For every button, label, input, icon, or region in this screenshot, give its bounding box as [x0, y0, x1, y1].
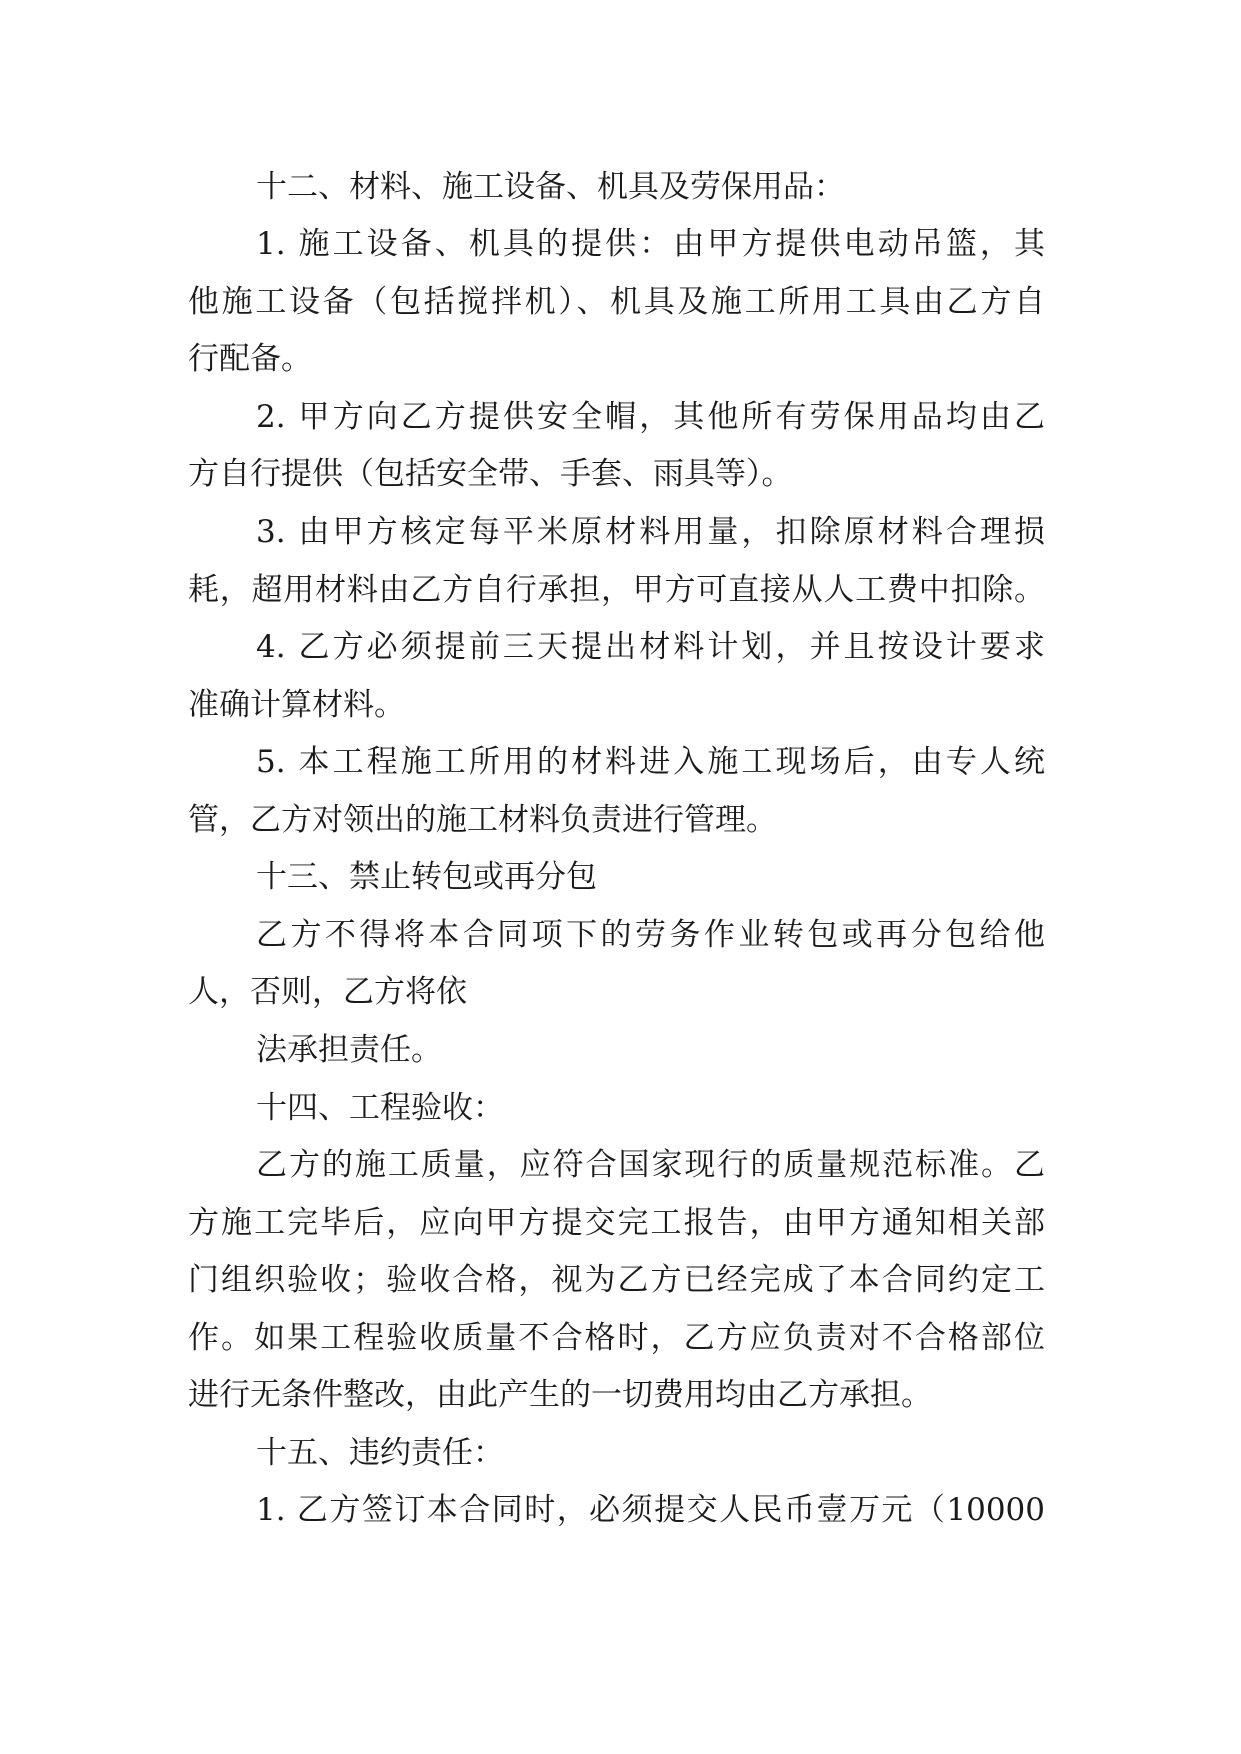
paragraph-13-line-1: 乙方不得将本合同项下的劳务作业转包或再分包给他 [256, 917, 1045, 953]
paragraph-12-1-line-2: 他施工设备（包括搅拌机）、机具及施工所用工具由乙方自 [188, 284, 1045, 320]
section-heading-14: 十四、工程验收： [256, 1090, 504, 1126]
paragraph-12-5-line-2: 管，乙方对领出的施工材料负责进行管理。 [188, 802, 777, 838]
paragraph-13-line-3: 法承担责任。 [256, 1032, 442, 1068]
section-heading-15: 十五、违约责任： [256, 1435, 504, 1471]
paragraph-14-line-3: 门组织验收；验收合格，视为乙方已经完成了本合同约定工 [188, 1262, 1045, 1298]
paragraph-12-3-line-1: 3. 由甲方核定每平米原材料用量，扣除原材料合理损 [256, 514, 1045, 550]
paragraph-12-1-line-3: 行配备。 [188, 341, 312, 377]
paragraph-14-line-4: 作。如果工程验收质量不合格时，乙方应负责对不合格部位 [188, 1320, 1045, 1356]
paragraph-12-1-line-1: 1. 施工设备、机具的提供：由甲方提供电动吊篮，其 [256, 226, 1045, 262]
paragraph-12-3-line-2: 耗，超用材料由乙方自行承担，甲方可直接从人工费中扣除。 [188, 572, 1045, 608]
paragraph-12-2-line-1: 2. 甲方向乙方提供安全帽，其他所有劳保用品均由乙 [256, 399, 1045, 435]
paragraph-13-line-2: 人，否则，乙方将依 [188, 974, 467, 1010]
paragraph-14-line-5: 进行无条件整改，由此产生的一切费用均由乙方承担。 [188, 1377, 932, 1413]
paragraph-12-4-line-2: 准确计算材料。 [188, 687, 405, 723]
paragraph-15-1-line-1: 1. 乙方签订本合同时，必须提交人民币壹万元（10000 [256, 1492, 1045, 1528]
section-heading-12: 十二、材料、施工设备、机具及劳保用品： [256, 169, 845, 205]
paragraph-12-5-line-1: 5. 本工程施工所用的材料进入施工现场后，由专人统 [256, 744, 1045, 780]
paragraph-14-line-2: 方施工完毕后，应向甲方提交完工报告，由甲方通知相关部 [188, 1205, 1045, 1241]
section-heading-13: 十三、禁止转包或再分包 [256, 859, 597, 895]
paragraph-12-4-line-1: 4. 乙方必须提前三天提出材料计划，并且按设计要求 [256, 629, 1045, 665]
paragraph-14-line-1: 乙方的施工质量，应符合国家现行的质量规范标准。乙 [256, 1147, 1045, 1183]
paragraph-12-2-line-2: 方自行提供（包括安全带、手套、雨具等）。 [188, 456, 793, 492]
